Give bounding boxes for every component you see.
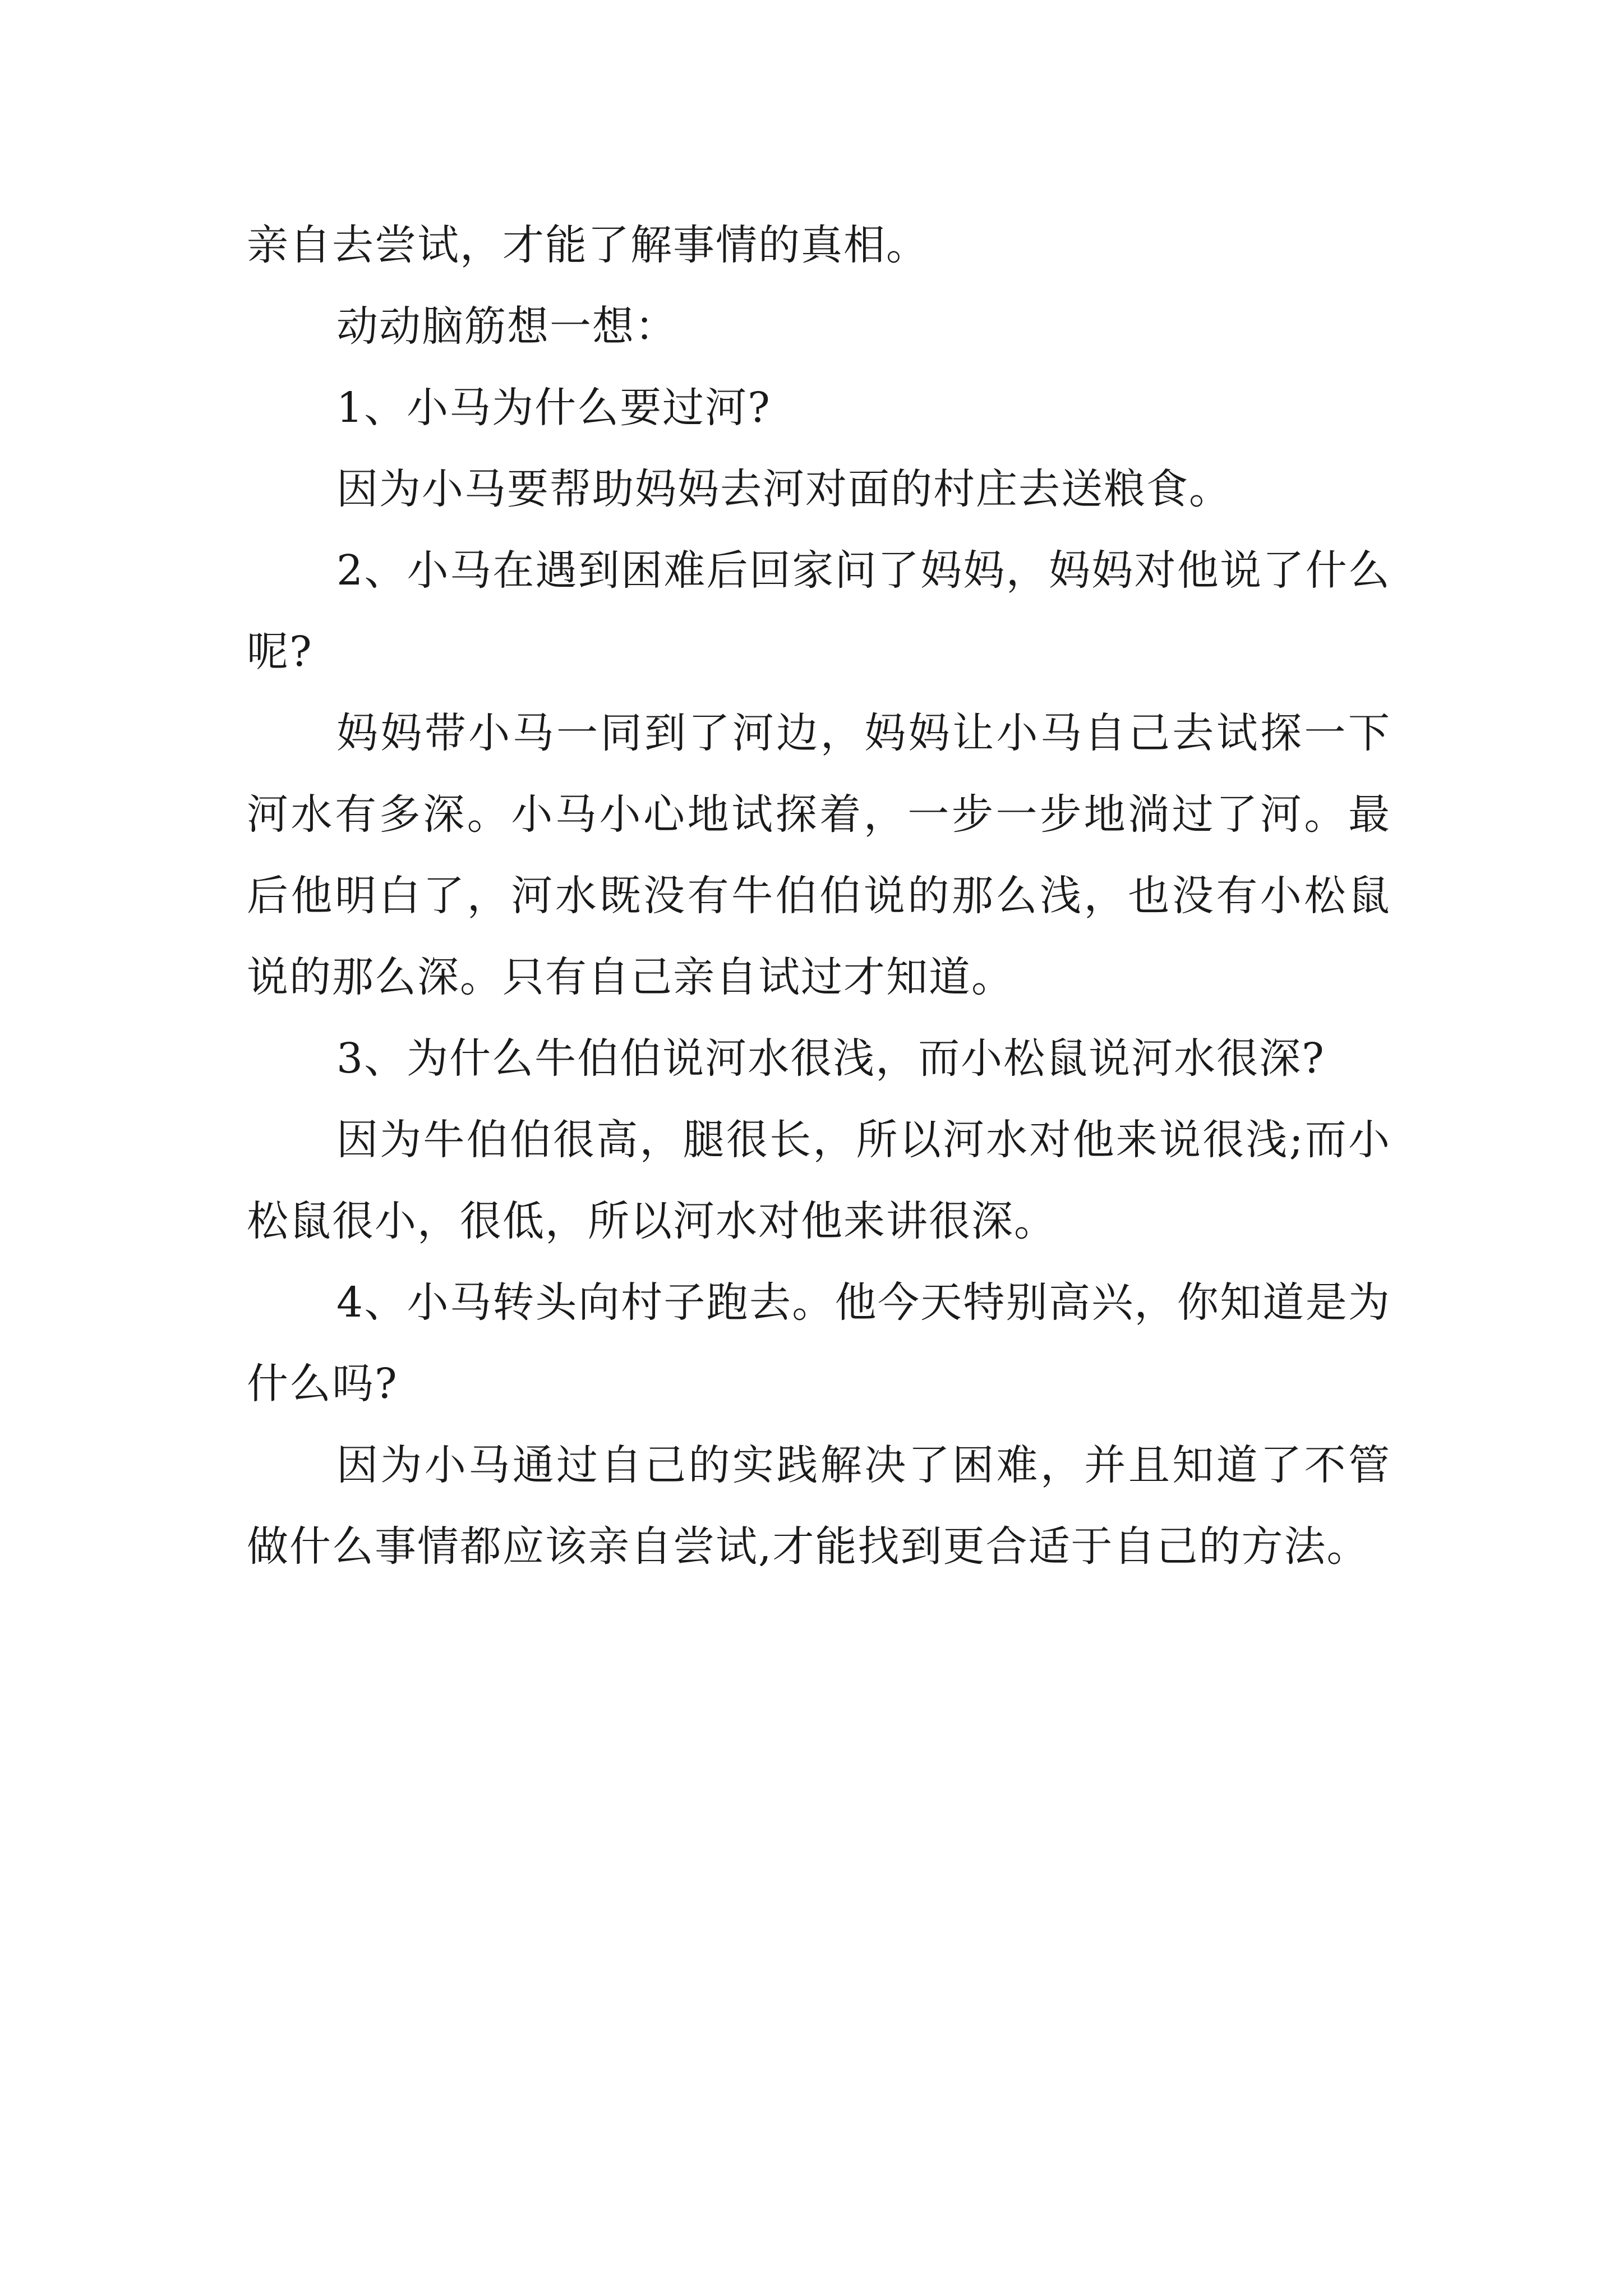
answer-3: 因为牛伯伯很高，腿很长，所以河水对他来说很浅;而小松鼠很小，很低，所以河水对他来讲很深。	[247, 1116, 1391, 1245]
document-body	[247, 205, 1391, 1588]
question-1: 1、小马为什么要过河?	[336, 384, 771, 432]
question-4: 4、小马转头向村子跑去。他今天特别高兴，你知道是为什么吗?	[247, 1278, 1391, 1408]
answer-4: 因为小马通过自己的实践解决了困难，并且知道了不管做什么事情都应该亲自尝试,才能找到更合适于自己的方法。	[247, 1441, 1391, 1571]
answer-2: 妈妈带小马一同到了河边，妈妈让小马自己去试探一下河水有多深。小马小心地试探着，一步一步地淌过了河。最后他明白了，河水既没有牛伯伯说的那么浅，也没有小松鼠说的那么深。只有自己亲自试过才知道。	[247, 709, 1391, 1001]
question-3: 3、为什么牛伯伯说河水很浅，而小松鼠说河水很深?	[336, 1034, 1325, 1083]
paragraph-continuation: 亲自去尝试，才能了解事情的真相。	[247, 221, 929, 269]
answer-1: 因为小马要帮助妈妈去河对面的村庄去送粮食。	[336, 465, 1232, 513]
section-heading: 动动脑筋想一想：	[336, 302, 677, 351]
question-2: 2、小马在遇到困难后回家问了妈妈，妈妈对他说了什么呢?	[247, 546, 1391, 676]
